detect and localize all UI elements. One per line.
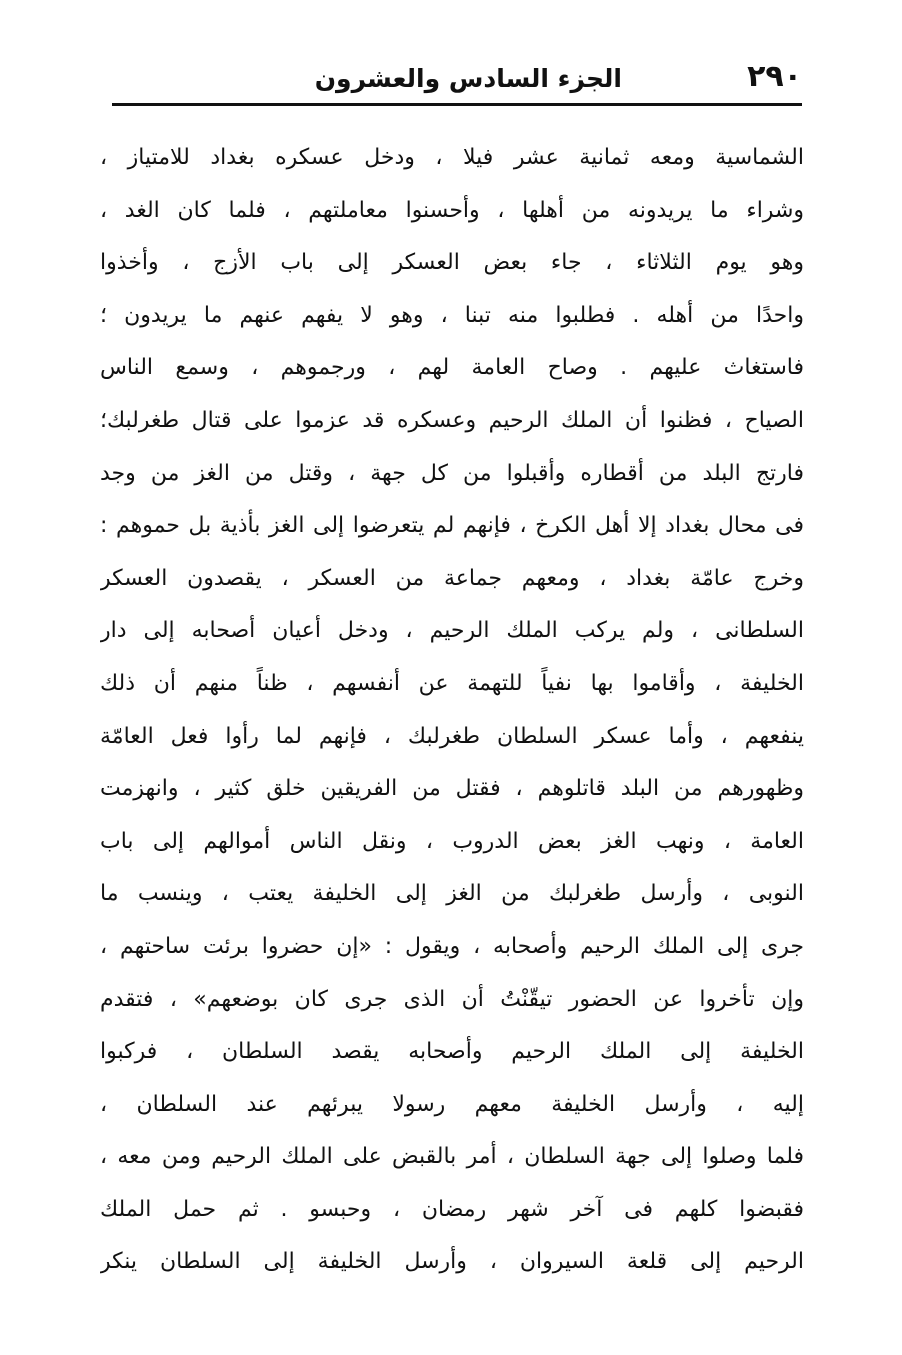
text-line: وإن تأخروا عن الحضور تيقّنْتُ أن الذى جرى كان بوضعهم» ، فتقدم xyxy=(100,986,804,1012)
text-line: الشماسية ومعه ثمانية عشر فيلا ، ودخل عسكره بغداد للامتياز ، xyxy=(100,145,804,170)
running-title: الجزء السادس والعشرون xyxy=(314,64,622,93)
text-line: الصياح ، فظنوا أن الملك الرحيم وعسكره قد عزموا على قتال طغرلبك؛ xyxy=(100,407,804,433)
text-line: الرحيم إلى قلعة السيروان ، وأرسل الخليفة إلى السلطان ينكر xyxy=(100,1249,804,1275)
text-line: إليه ، وأرسل الخليفة معهم رسولا يبرئهم عند السلطان ، xyxy=(100,1091,804,1117)
text-line: وشراء ما يريدونه من أهلها ، وأحسنوا معاملتهم ، فلما كان الغد ، xyxy=(100,197,804,223)
text-line: وهو يوم الثلاثاء ، جاء بعض العسكر إلى باب الأزج ، وأخذوا xyxy=(100,250,804,276)
text-line: النوبى ، وأرسل طغرلبك من الغز إلى الخليفة يعتب ، وينسب ما xyxy=(100,881,804,907)
header-divider xyxy=(112,103,802,106)
text-line: جرى إلى الملك الرحيم وأصحابه ، ويقول : «إن حضروا برئت ساحتهم ، xyxy=(100,933,804,959)
text-line: فلما وصلوا إلى جهة السلطان ، أمر بالقبض على الملك الرحيم ومن معه ، xyxy=(100,1144,804,1170)
body-text xyxy=(100,132,804,1289)
text-line: الخليفة إلى الملك الرحيم وأصحابه يقصد السلطان ، فركبوا xyxy=(100,1039,804,1065)
text-line: فقبضوا كلهم فى آخر شهر رمضان ، وحبسو . ثم حمل الملك xyxy=(100,1196,804,1222)
page-header xyxy=(112,58,802,106)
text-line: فارتج البلد من أقطاره وأقبلوا من كل جهة ، وقتل من الغز من وجد xyxy=(100,460,804,486)
text-line: العامة ، ونهب الغز بعض الدروب ، ونقل الناس أموالهم إلى باب xyxy=(100,828,804,854)
text-line: فى محال بغداد إلا أهل الكرخ ، فإنهم لم يتعرضوا إلى الغز بأذية بل حموهم : xyxy=(100,513,804,539)
text-line: الخليفة ، وأقاموا بها نفياً للتهمة عن أنفسهم ، ظناً منهم أن ذلك xyxy=(100,670,804,696)
page-number: ٢٩٠ xyxy=(747,59,802,94)
text-line: السلطانى ، ولم يركب الملك الرحيم ، ودخل أعيان أصحابه إلى دار xyxy=(100,618,804,644)
text-line: واحدًا من أهله . فطلبوا منه تبنا ، وهو لا يفهم عنهم ما يريدون ؛ xyxy=(100,302,804,328)
text-line: وخرج عامّة بغداد ، ومعهم جماعة من العسكر ، يقصدون العسكر xyxy=(100,565,804,591)
text-line: ينفعهم ، وأما عسكر السلطان طغرلبك ، فإنهم لما رأوا فعل العامّة xyxy=(100,723,804,749)
text-line: وظهورهم من البلد قاتلوهم ، فقتل من الفريقين خلق كثير ، وانهزمت xyxy=(100,776,804,802)
text-line: فاستغاث عليهم . وصاح العامة لهم ، ورجموهم ، وسمع الناس xyxy=(100,355,804,381)
